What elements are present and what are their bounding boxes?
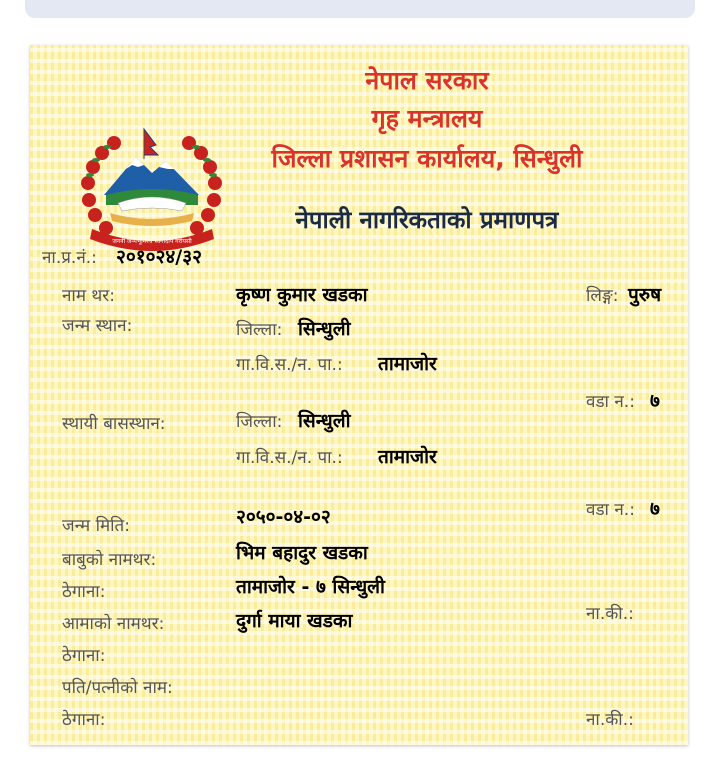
- office-heading: जिल्ला प्रशासन कार्यालय, सिन्धुली: [271, 144, 583, 173]
- father-address-value: तामाजोर - ७ सिन्धुली: [236, 576, 385, 598]
- cert-no-value: २०१०२४/३२: [116, 246, 202, 268]
- dob-value: २०५०-०४-०२: [236, 506, 331, 528]
- father-address-label: ठेगाना:: [62, 582, 106, 602]
- mother-value: दुर्गा माया खडका: [236, 610, 353, 632]
- gender-label: लिङ्ग:: [586, 286, 619, 306]
- permanent-vdc-value: तामाजोर: [378, 446, 437, 468]
- name-value: कृष्ण कुमार खडका: [236, 284, 368, 306]
- birthplace-vdc-label: गा.वि.स./न. पा.:: [236, 355, 343, 375]
- father-value: भिम बहादुर खडका: [236, 542, 368, 564]
- spouse-label: पति/पत्नीको नाम:: [62, 678, 173, 698]
- gender-value: पुरुष: [628, 284, 662, 306]
- birthplace-label: जन्म स्थान:: [62, 316, 133, 336]
- mother-address-label: ठेगाना:: [62, 646, 106, 666]
- certificate-title: नेपाली नागरिकताको प्रमाणपत्र: [295, 206, 559, 234]
- citizenship-certificate-card: [30, 45, 688, 745]
- top-scroll-bar: [25, 0, 695, 18]
- permanent-ward-label: वडा न.:: [586, 500, 635, 520]
- father-label: बाबुको नामथर:: [62, 550, 157, 570]
- birthplace-vdc-value: तामाजोर: [378, 353, 437, 375]
- birthplace-district-label: जिल्ला:: [236, 320, 283, 340]
- birthplace-district-value: सिन्धुली: [298, 318, 351, 340]
- ministry-heading: गृह मन्त्रालय: [371, 104, 483, 133]
- spouse-citizenship-label: ना.की.:: [586, 710, 634, 730]
- mother-label: आमाको नामथर:: [62, 614, 165, 634]
- cert-no-label: ना.प्र.नं.:: [42, 248, 97, 268]
- permanent-address-label: स्थायी बासस्थान:: [62, 414, 166, 434]
- dob-label: जन्म मिति:: [62, 516, 130, 536]
- name-label: नाम थर:: [62, 286, 115, 306]
- permanent-district-label: जिल्ला:: [236, 412, 283, 432]
- permanent-district-value: सिन्धुली: [298, 410, 351, 432]
- spouse-address-label: ठेगाना:: [62, 710, 106, 730]
- permanent-vdc-label: गा.वि.स./न. पा.:: [236, 448, 343, 468]
- birthplace-ward-value: ७: [650, 390, 660, 412]
- government-heading: नेपाल सरकार: [365, 66, 489, 95]
- mother-citizenship-label: ना.की.:: [586, 604, 634, 624]
- birthplace-ward-label: वडा न.:: [586, 392, 635, 412]
- svg-text:जननी जन्मभूमिश्च स्वर्गादपि गर: जननी जन्मभूमिश्च स्वर्गादपि गरीयसी: [112, 238, 192, 245]
- permanent-ward-value: ७: [650, 498, 660, 520]
